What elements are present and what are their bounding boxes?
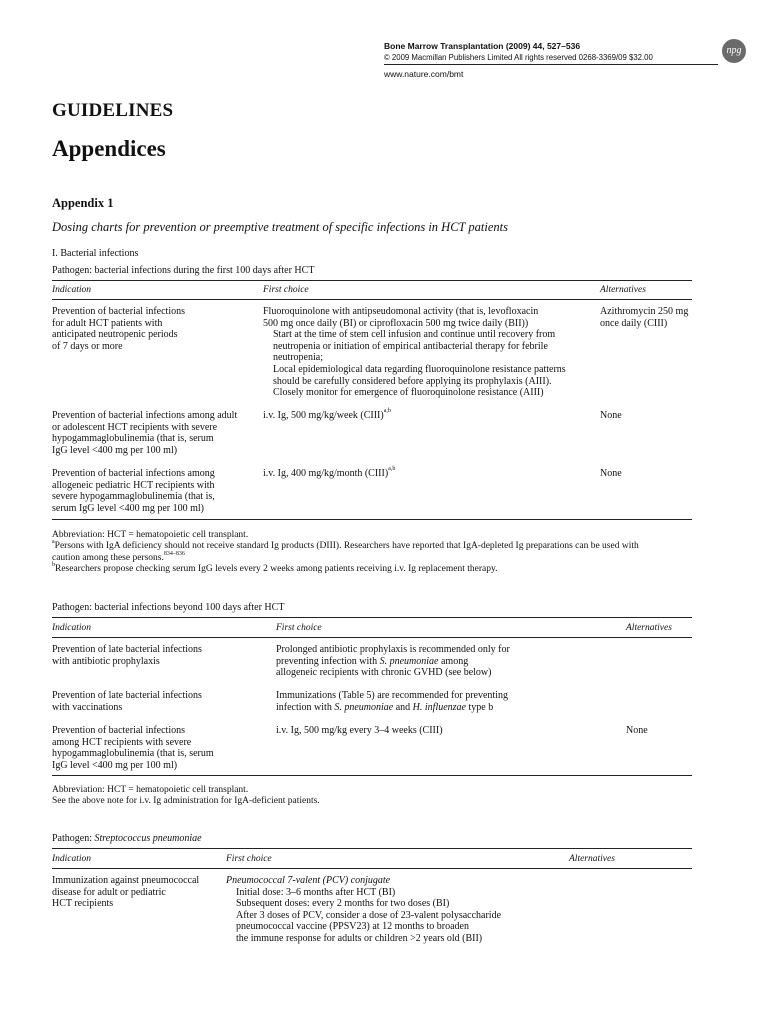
journal-header: [384, 40, 714, 80]
table1-row3-alternatives: [600, 468, 700, 480]
table3-header-rule: [52, 868, 692, 869]
table1-bottom-rule: [52, 519, 692, 520]
cell-line: pneumococcal vaccine (PPSV23) at 12 months to broaden: [236, 921, 469, 933]
cell-line: of 7 days or more: [52, 340, 123, 352]
journal-url[interactable]: www.nature.com/bmt: [384, 69, 464, 79]
footnote-text: caution among these persons.: [52, 552, 164, 563]
species-name: Streptococcus pneumoniae: [94, 833, 202, 844]
cell-line: Initial dose: 3–6 months after HCT (BI): [236, 886, 396, 898]
cell-line: Prevention of bacterial infections among: [52, 468, 215, 479]
abbreviation-note: Abbreviation: HCT = hematopoietic cell transplant.: [52, 785, 249, 795]
cell-line: should be carefully considered before applying its prophylaxis (AIII).: [273, 375, 552, 387]
footnote-marker: b: [52, 562, 55, 569]
cell-line: neutropenia or initiation of empirical antibacterial therapy for febrile: [273, 340, 548, 352]
cell-line: [276, 656, 616, 668]
table1-header-indication: Indication: [52, 285, 92, 295]
table3-header-alternatives: Alternatives: [569, 854, 615, 864]
table1-row1-first-choice: [263, 306, 598, 399]
cell-line: Subsequent doses: every 2 months for two doses (BI): [236, 898, 450, 910]
cell-line: allogeneic recipients with chronic GVHD (see below): [276, 667, 492, 679]
table3-top-rule: [52, 848, 692, 849]
table2-header-alternatives: Alternatives: [626, 623, 672, 633]
cell-text: among: [438, 655, 469, 667]
cell-line: None: [626, 725, 648, 736]
cell-text: i.v. Ig, 500 mg/kg/week (CIII): [263, 410, 384, 421]
cell-line: Fluoroquinolone with antipseudomonal activity (that is, levofloxacin: [263, 306, 539, 317]
table1-row3-first-choice: [263, 468, 598, 480]
cell-line: among HCT recipients with severe: [52, 736, 192, 748]
header-rule: [384, 64, 718, 65]
footnote-text: Persons with IgA deficiency should not receive standard Ig products (DIII). Researchers have reported that IgA-depleted Ig preparations can be used with: [54, 541, 639, 552]
appendix-caption: Dosing charts for prevention or preemptive treatment of specific infections in HCT patients: [52, 220, 508, 234]
table3-header-first-choice: First choice: [226, 854, 272, 864]
cell-text: type b: [466, 701, 494, 713]
cell-line: serum IgG level <400 mg per 100 ml): [52, 502, 204, 514]
cell-line: Prevention of bacterial infections: [52, 725, 186, 736]
cell-line: Azithromycin 250 mg: [600, 306, 689, 317]
table2-row3-indication: [52, 725, 267, 771]
cell-line: Prevention of late bacterial infections: [52, 690, 202, 701]
cell-line: with vaccinations: [52, 701, 123, 713]
cell-line: disease for adult or pediatric: [52, 886, 166, 898]
species-name: H. influenzae: [412, 701, 466, 713]
cell-line: None: [600, 410, 622, 421]
cell-line: Prevention of late bacterial infections: [52, 644, 202, 655]
cell-line: Prevention of bacterial infections: [52, 306, 186, 317]
table1-header-first-choice: First choice: [263, 285, 309, 295]
table2-header-rule: [52, 637, 692, 638]
table2-notes: [52, 785, 697, 808]
cell-line: hypogammaglobulinemia (that is, serum: [52, 433, 214, 445]
publisher-logo: npg: [722, 39, 746, 63]
table2-row2-first-choice: [276, 690, 616, 713]
cell-line: None: [600, 468, 622, 479]
species-name: S. pneumoniae: [334, 701, 394, 713]
appendix-heading: Appendix 1: [52, 196, 114, 210]
cell-line: 500 mg once daily (BI) or ciprofloxacin 500 mg twice daily (BII)): [263, 317, 529, 329]
table3-row1-indication: [52, 875, 222, 910]
caption-text: Pathogen:: [52, 833, 95, 844]
table-note: See the above note for i.v. Ig administration for IgA-deficient patients.: [52, 796, 320, 807]
cell-line: severe hypogammaglobulinemia (that is,: [52, 491, 215, 503]
table3-header-indication: Indication: [52, 854, 92, 864]
table2-top-rule: [52, 617, 692, 618]
vaccine-name: Pneumococcal 7-valent (PCV) conjugate: [226, 875, 391, 886]
footnote-text: Researchers propose checking serum IgG levels every 2 weeks among patients receiving i.v. Ig replacement therapy.: [55, 564, 498, 575]
cell-line: Start at the time of stem cell infusion and continue until recovery from: [273, 329, 556, 341]
cell-line: allogeneic pediatric HCT recipients with: [52, 479, 215, 491]
table1-header-alternatives: Alternatives: [600, 285, 646, 295]
cell-text: infection with: [276, 701, 335, 713]
table1-row3-indication: [52, 468, 257, 514]
cell-text: i.v. Ig, 400 mg/kg/month (CIII): [263, 468, 389, 479]
table1-notes: [52, 530, 697, 576]
table3-row1-first-choice: [226, 875, 566, 945]
table2-row2-indication: [52, 690, 267, 713]
cell-line: Closely monitor for emergence of fluoroquinolone resistance (AIII): [273, 387, 544, 399]
table1-row2-first-choice: [263, 410, 598, 422]
table1-row1-alternatives: [600, 306, 700, 329]
table1-row2-alternatives: [600, 410, 700, 422]
species-name: S. pneumoniae: [379, 655, 439, 667]
cell-line: neutropenia;: [273, 352, 323, 364]
cell-line: anticipated neutropenic periods: [52, 329, 178, 341]
cell-line: or adolescent HCT recipients with severe: [52, 421, 218, 433]
table1-caption: Pathogen: bacterial infections during the first 100 days after HCT: [52, 265, 315, 276]
footnote-marker: a: [52, 539, 55, 546]
table2-caption: Pathogen: bacterial infections beyond 100 days after HCT: [52, 602, 285, 613]
cell-line: once daily (CIII): [600, 317, 668, 329]
abbreviation-note: Abbreviation: HCT = hematopoietic cell transplant.: [52, 530, 249, 540]
reference-marker: 834–836: [163, 550, 185, 557]
table3-caption: [52, 833, 202, 844]
table2-row3-alternatives: [626, 725, 696, 737]
cell-text: and: [393, 701, 413, 713]
cell-line: Immunizations (Table 5) are recommended for preventing: [276, 690, 508, 701]
table2-header-first-choice: First choice: [276, 623, 322, 633]
cell-line: the immune response for adults or children >2 years old (BII): [236, 932, 483, 944]
table1-row1-indication: [52, 306, 257, 352]
cell-line: Prolonged antibiotic prophylaxis is recommended only for: [276, 644, 510, 655]
cell-line: IgG level <400 mg per 100 ml): [52, 759, 178, 771]
section-heading: I. Bacterial infections: [52, 248, 139, 259]
table2-bottom-rule: [52, 775, 692, 776]
cell-line: Local epidemiological data regarding fluoroquinolone resistance patterns: [273, 363, 566, 375]
cell-line: IgG level <400 mg per 100 ml): [52, 444, 178, 456]
footnote-b: [52, 564, 697, 575]
table2-header-indication: Indication: [52, 623, 92, 633]
table1-row2-indication: [52, 410, 257, 456]
page-title: Appendices: [52, 136, 166, 161]
cell-line: with antibiotic prophylaxis: [52, 655, 160, 667]
journal-citation: Bone Marrow Transplantation (2009) 44, 527–536: [384, 41, 581, 51]
footnote-marker: a,b: [388, 466, 396, 472]
table2-row1-indication: [52, 644, 267, 667]
cell-line: for adult HCT patients with: [52, 317, 163, 329]
cell-line: After 3 doses of PCV, consider a dose of 23-valent polysaccharide: [236, 909, 502, 921]
table1-header-rule: [52, 299, 692, 300]
cell-line: HCT recipients: [52, 898, 114, 910]
copyright-line: © 2009 Macmillan Publishers Limited All rights reserved 0268-3369/09 $32.00: [384, 53, 653, 62]
section-kicker: GUIDELINES: [52, 100, 174, 121]
cell-text: preventing infection with: [276, 655, 380, 667]
table2-row3-first-choice: [276, 725, 616, 737]
cell-line: Prevention of bacterial infections among adult: [52, 410, 238, 421]
cell-line: i.v. Ig, 500 mg/kg every 3–4 weeks (CIII): [276, 725, 443, 736]
cell-line: [276, 702, 616, 714]
cell-line: hypogammaglobulinemia (that is, serum: [52, 748, 214, 760]
cell-line: Immunization against pneumococcal: [52, 875, 200, 886]
table1-top-rule: [52, 280, 692, 281]
table2-row1-first-choice: [276, 644, 616, 679]
footnote-a: [52, 541, 697, 552]
footnote-marker: a,b: [383, 408, 391, 414]
footnote-a-cont: [52, 550, 697, 564]
